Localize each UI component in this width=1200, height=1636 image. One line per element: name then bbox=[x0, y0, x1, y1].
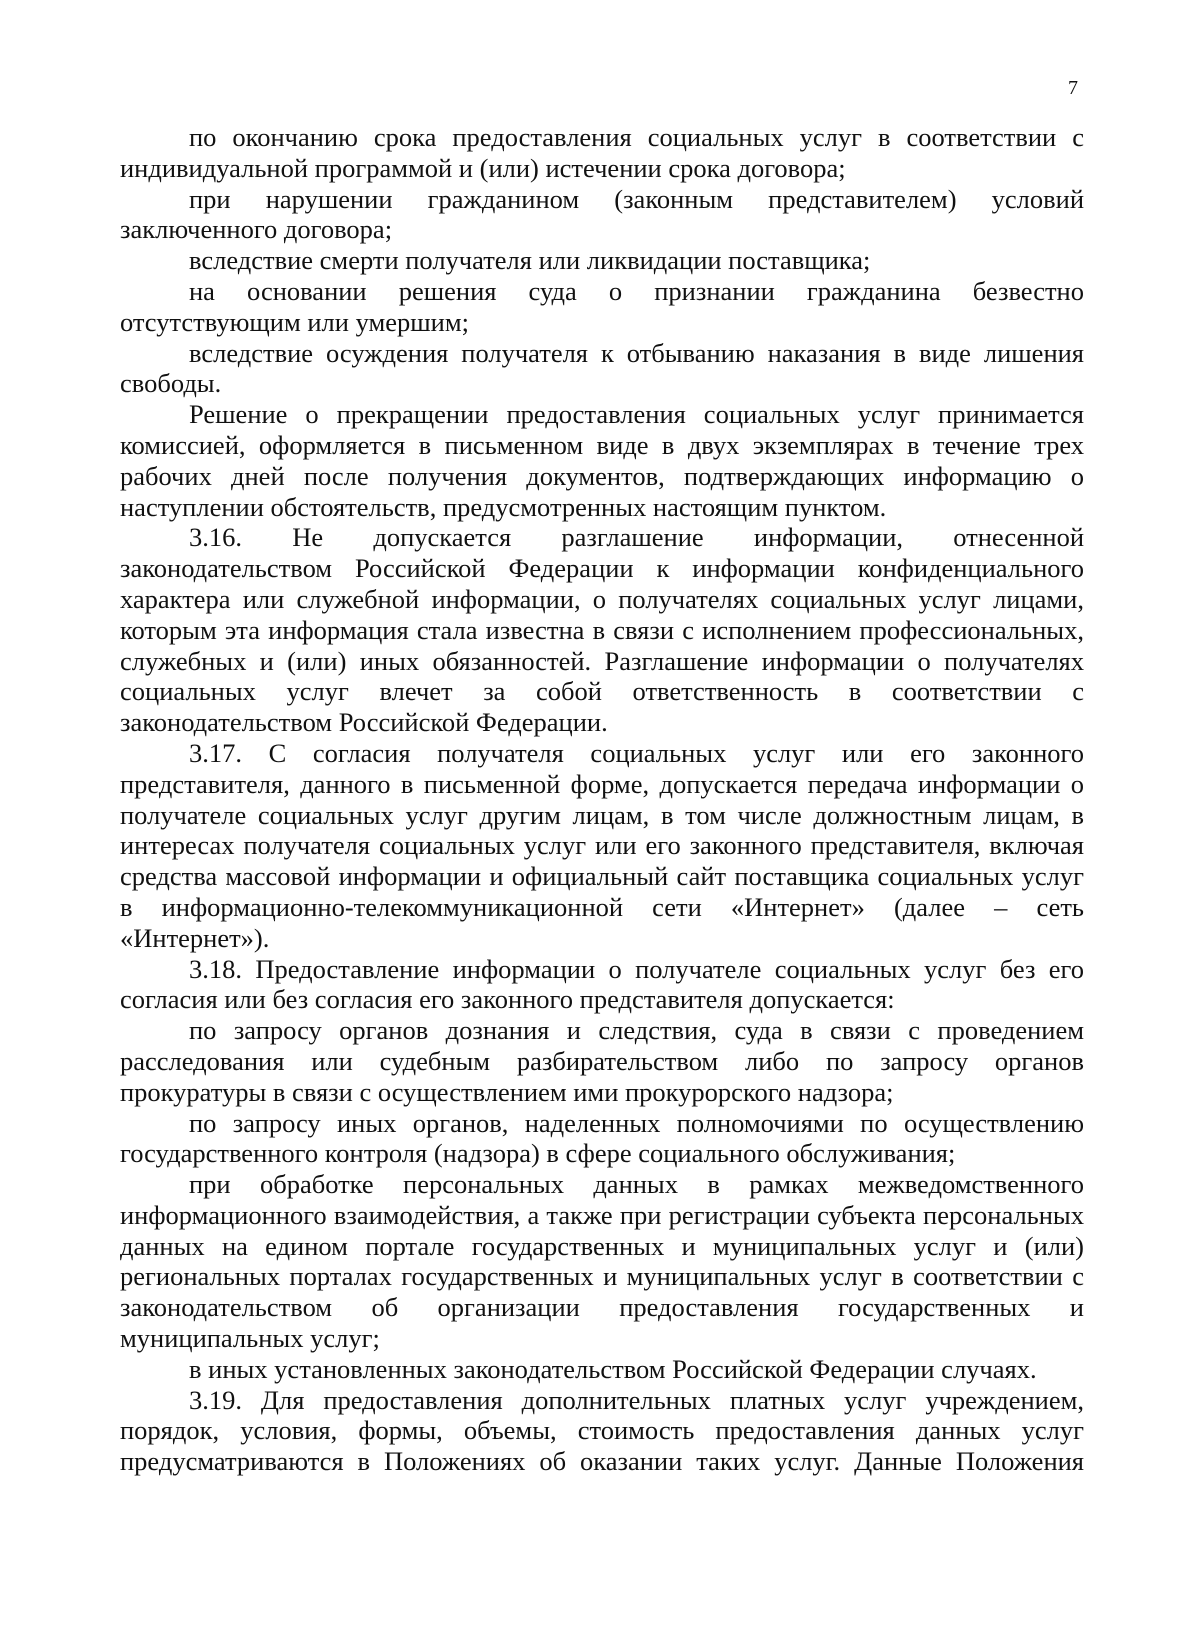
paragraph: по окончанию срока предоставления социальных услуг в соответствии с индивидуальной программой и (или) истечении срока договора; bbox=[120, 122, 1084, 183]
paragraph: Решение о прекращении предоставления социальных услуг принимается комиссией, оформляется в письменном виде в двух экземплярах в течение трех рабочих дней после получения документов, подтверждающих информацию о наступлении обстоятельств, предусмотренных настоящим пунктом. bbox=[120, 399, 1084, 522]
paragraph: по запросу иных органов, наделенных полномочиями по осуществлению государственного контроля (надзора) в сфере социального обслуживания; bbox=[120, 1107, 1084, 1169]
paragraph: в иных установленных законодательством Российской Федерации случаях. bbox=[189, 1353, 1037, 1384]
document-text bbox=[120, 122, 1084, 1477]
paragraph: на основании решения суда о признании гражданина безвестно отсутствующим или умершим; bbox=[120, 275, 1084, 337]
paragraph: 3.18. Предоставление информации о получателе социальных услуг без его согласия или без согласия его законного представителя допускается: bbox=[120, 953, 1084, 1015]
paragraph: при обработке персональных данных в рамках межведомственного информационного взаимодействия, а также при регистрации субъекта персональных данных на едином портале государственных и муниципальных услуг и (или) региональных порталах государственных и муниципальных услуг в соответствии с законодательством об организации предоставления государственных и муниципальных услуг; bbox=[120, 1169, 1084, 1354]
paragraph: 3.16. Не допускается разглашение информации, отнесенной законодательством Российской Федерации к информации конфиденциального характера или служебной информации, о получателях социальных услуг лицами, которым эта информация стала известна в связи с исполнением профессиональных, служебных и (или) иных обязанностей. Разглашение информации о получателях социальных услуг влечет за собой ответственность в соответствии с законодательством Российской Федерации. bbox=[120, 522, 1084, 738]
paragraph: по запросу органов дознания и следствия, суда в связи с проведением расследования или судебным разбирательством либо по запросу органов прокуратуры в связи с осуществлением ими прокурорского надзора; bbox=[120, 1015, 1084, 1107]
paragraph: вследствие осуждения получателя к отбыванию наказания в виде лишения свободы. bbox=[120, 337, 1084, 399]
page-number: 7 bbox=[1068, 77, 1078, 99]
paragraph: при нарушении гражданином (законным представителем) условий заключенного договора; bbox=[120, 183, 1084, 245]
paragraph: 3.17. С согласия получателя социальных услуг или его законного представителя, данного в письменной форме, допускается передача информации о получателе социальных услуг другим лицам, в том числе должностным лицам, в интересах получателя социальных услуг или его законного представителя, включая средства массовой информации и официальный сайт поставщика социальных услуг в информационно-телекоммуникационной сети «Интернет» (далее – сеть «Интернет»). bbox=[120, 737, 1084, 953]
paragraph: вследствие смерти получателя или ликвидации поставщика; bbox=[189, 245, 871, 276]
paragraph-continued: 3.19. Для предоставления дополнительных платных услуг учреждением, порядок, условия, формы, объемы, стоимость предоставления данных услуг предусматриваются в Положениях об оказании таких услуг. Данные Положения bbox=[120, 1384, 1084, 1477]
